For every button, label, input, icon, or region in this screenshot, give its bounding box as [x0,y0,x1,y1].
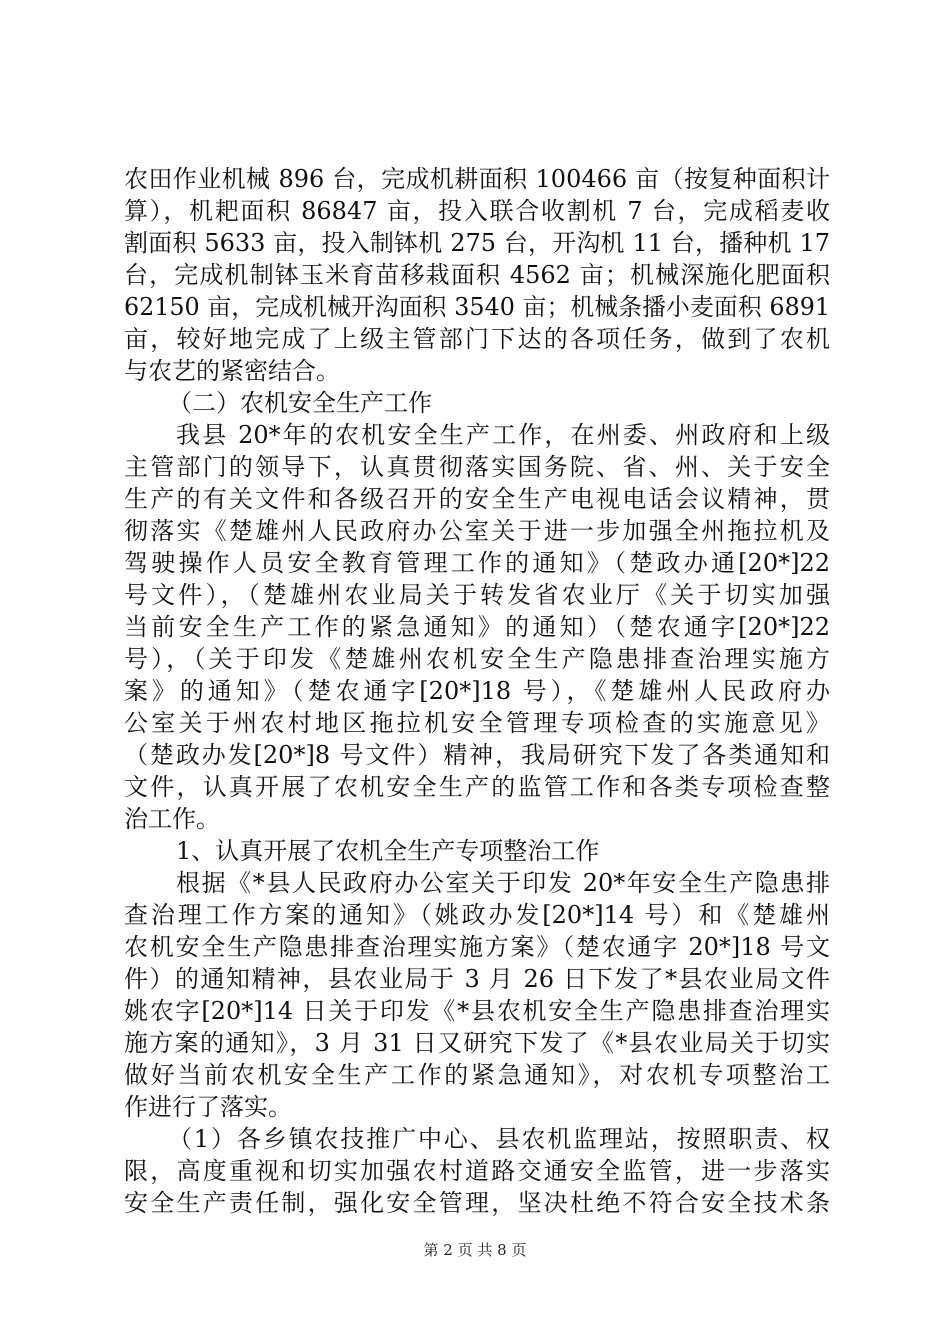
text-line: 亩，较好地完成了上级主管部门下达的各项任务，做到了农机 [124,325,830,353]
text-line: 农田作业机械 896 台，完成机耕面积 100466 亩（按复种面积计 [124,165,830,193]
text-line: 62150 亩，完成机械开沟面积 3540 亩；机械条播小麦面积 6891 [124,293,830,321]
document-body [124,163,830,1219]
text-line: （二）农机安全生产工作 [168,389,432,417]
text-line: 号），（关于印发《楚雄州农机安全生产隐患排查治理实施方 [124,645,830,673]
text-line: 生产的有关文件和各级召开的安全生产电视电话会议精神，贯 [124,485,830,513]
text-line: 农机安全生产隐患排查治理实施方案》（楚农通字 20*]18 号文 [124,933,830,961]
text-line: 做好当前农机安全生产工作的紧急通知》，对农机专项整治工 [124,1061,830,1089]
text-line: （1）各乡镇农技推广中心、县农机监理站，按照职责、权 [168,1125,830,1153]
text-line: 文件，认真开展了农机安全生产的监管工作和各类专项检查整 [124,773,830,801]
text-line: 我县 20*年的农机安全生产工作，在州委、州政府和上级 [176,421,830,449]
text-line: 彻落实《楚雄州人民政府办公室关于进一步加强全州拖拉机及 [124,517,830,545]
text-line: 治工作。 [124,805,220,833]
text-line: 安全生产责任制，强化安全管理，坚决杜绝不符合安全技术条 [124,1189,830,1217]
text-line: 当前安全生产工作的紧急通知》的通知）（楚农通字[20*]22 [124,613,830,641]
text-line: 割面积 5633 亩，投入制钵机 275 台，开沟机 11 台，播种机 17 [124,229,830,257]
text-line: 姚农字[20*]14 日关于印发《*县农机安全生产隐患排查治理实 [124,997,830,1025]
page-footer: 第 2 页 共 8 页 [423,1241,527,1259]
text-line: 限，高度重视和切实加强农村道路交通安全监管，进一步落实 [124,1157,830,1185]
text-line: 查治理工作方案的通知》（姚政办发[20*]14 号）和《楚雄州 [124,901,830,929]
text-line: 作进行了落实。 [124,1093,292,1121]
text-line: 根据《*县人民政府办公室关于印发 20*年安全生产隐患排 [176,869,830,897]
text-line: 施方案的通知》，3 月 31 日又研究下发了《*县农业局关于切实 [124,1029,830,1057]
text-line: 号文件），（楚雄州农业局关于转发省农业厅《关于切实加强 [124,581,830,609]
text-line: 台，完成机制钵玉米育苗移栽面积 4562 亩；机械深施化肥面积 [124,261,830,289]
text-line: 公室关于州农村地区拖拉机安全管理专项检查的实施意见》 [124,709,830,737]
text-line: 1、认真开展了农机全生产专项整治工作 [176,837,600,865]
text-line: 主管部门的领导下，认真贯彻落实国务院、省、州、关于安全 [124,453,830,481]
text-line: 算），机耙面积 86847 亩，投入联合收割机 7 台，完成稻麦收 [124,197,830,225]
text-line: 件）的通知精神，县农业局于 3 月 26 日下发了*县农业局文件 [124,965,830,993]
text-line: 案》的通知》（楚农通字[20*]18 号），《楚雄州人民政府办 [124,677,830,705]
text-line: （楚政办发[20*]8 号文件）精神，我局研究下发了各类通知和 [124,741,830,769]
text-line: 与农艺的紧密结合。 [124,357,340,385]
text-line: 驾驶操作人员安全教育管理工作的通知》（楚政办通[20*]22 [124,549,830,577]
